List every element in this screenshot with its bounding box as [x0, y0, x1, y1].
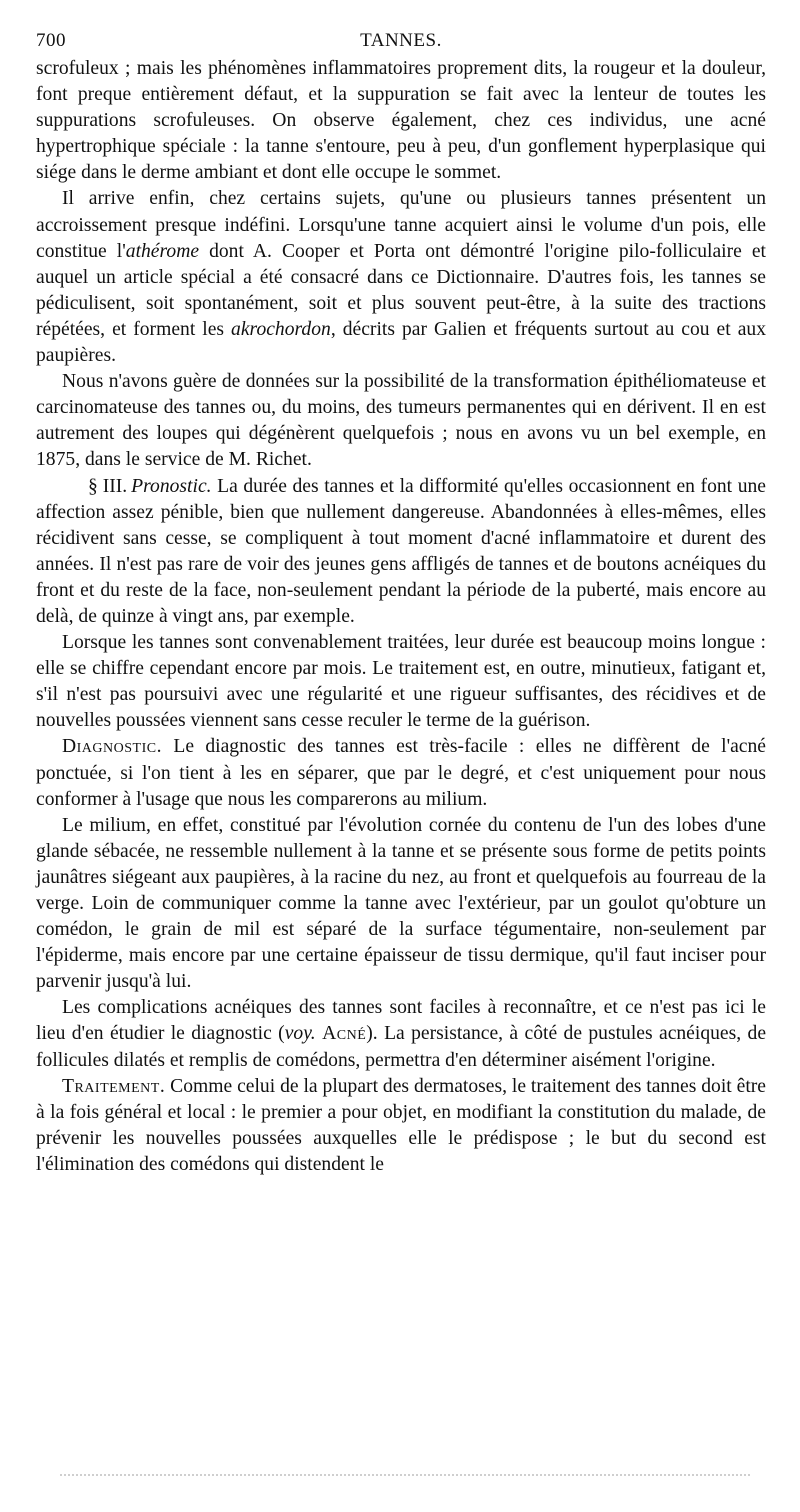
running-title: TANNES. [360, 30, 442, 51]
section-mark: § III. [88, 475, 128, 497]
term-atherome: athérome [125, 240, 200, 262]
reference-voy: voy. [284, 1023, 316, 1045]
paragraph: scrofuleux ; mais les phénomènes inflammatoires proprement dits, la rougeur et la douleur, font preque entièrement défaut, et la suppuration se fait avec la lenteur de toutes les suppurations scrofuleuses. On observe également, chez ces individus, une acné hypertrophique spéciale : la tanne s'entoure, peu à peu, d'un gonflement hyperplasique qui siége dans le derme ambiant et dont elle occupe le sommet. [36, 58, 766, 184]
section-heading: Diagnostic. [62, 736, 162, 758]
section-heading: Traitement. [62, 1075, 166, 1097]
paragraph: Nous n'avons guère de données sur la possibilité de la transformation épithéliomateuse et carcinomateuse des tannes ou, du moins, des tumeurs permanentes qui en dérivent. Il en est autrement des loupes qui dégénèrent quelquefois ; nous en avons vu un bel exemple, en 1875, dans le service de M. Richet. [36, 371, 766, 471]
section-pronostic: § III. Pronostic. La durée des tannes et la difformité qu'elles occasionnent en font une affection assez pénible, bien que nullement dangereuse. Abandonnées à elles-mêmes, elles récidivent sans cesse, se compliquent à tout moment d'acné inflammatoire et durent des années. Il n'est pas rare de voir des jeunes gens affligés de tannes et de boutons acnéiques du front et du reste de la face, non-seulement pendant la période de la puberté, mais encore au delà, de quinze à vingt ans, par exemple. [36, 475, 766, 627]
document-page [36, 30, 766, 1178]
term-akrochordon: akrochordon [231, 318, 331, 340]
section-heading: Pronostic. [131, 475, 212, 497]
page-header [36, 30, 766, 56]
section-traitement: Traitement. Comme celui de la plupart des dermatoses, le traitement des tannes doit être à la fois général et local : le premier a pour objet, en modifiant la constitution du malade, de prévenir les nouvelles poussées auxquelles elle le prédispose ; le but du second est l'élimination des comédons qui distendent le [36, 1075, 766, 1175]
paragraph: Lorsque les tannes sont convenablement traitées, leur durée est beaucoup moins longue : elle se chiffre cependant encore par mois. Le traitement est, en outre, minutieux, fatigant et, s'il n'est pas poursuivi avec une régularité et une rigueur suffisantes, des récidives et de nouvelles poussées viennent sans cesse reculer le terme de la guérison. [36, 632, 766, 732]
section-diagnostic: Diagnostic. Le diagnostic des tannes est très-facile : elles ne diffèrent de l'acné ponctuée, si l'on tient à les en séparer, que par le degré, et c'est uniquement pour nous conformer à l'usage que nous les comparerons au milium. [36, 736, 766, 810]
paragraph: Il arrive enfin, chez certains sujets, qu'une ou plusieurs tannes présentent un accroissement presque indéfini. Lorsqu'une tanne acquiert ainsi le volume d'un pois, elle constitue l'athérome dont A. Cooper et Porta ont démontré l'origine pilo-folliculaire et auquel un article spécial a été consacré dans ce Dictionnaire. D'autres fois, les tannes se pédiculisent, soit spontanément, soit et plus souvent peut-être, à la suite des tractions répétées, et forment les akrochordon, décrits par Galien et fréquents surtout au cou et aux paupières. [36, 188, 766, 367]
paragraph: Le milium, en effet, constitué par l'évolution cornée du contenu de l'un des lobes d'une glande sébacée, ne ressemble nullement à la tanne et se présente sous forme de petits points jaunâtres siégeant aux paupières, à la racine du nez, au front et quelquefois au fourreau de la verge. Loin de communiquer comme la tanne avec l'extérieur, par un goulot qu'obture un comédon, le grain de mil est séparé de la surface tégumentaire, non-seulement par l'épiderme, mais encore par une certaine épaisseur de tissu dermique, qu'il faut inciser pour parvenir jusqu'à lui. [36, 814, 766, 993]
reference-acne: Acné [322, 1023, 367, 1045]
paragraph: Les complications acnéiques des tannes sont faciles à reconnaître, et ce n'est pas ici le lieu d'en étudier le diagnostic (voy. Acné). La persistance, à côté de pustules acnéiques, de follicules dilatés et remplis de comédons, permettra d'en déterminer aisément l'origine. [36, 997, 767, 1071]
page-number: 700 [36, 30, 66, 51]
scan-artifact-divider [60, 1474, 750, 1480]
